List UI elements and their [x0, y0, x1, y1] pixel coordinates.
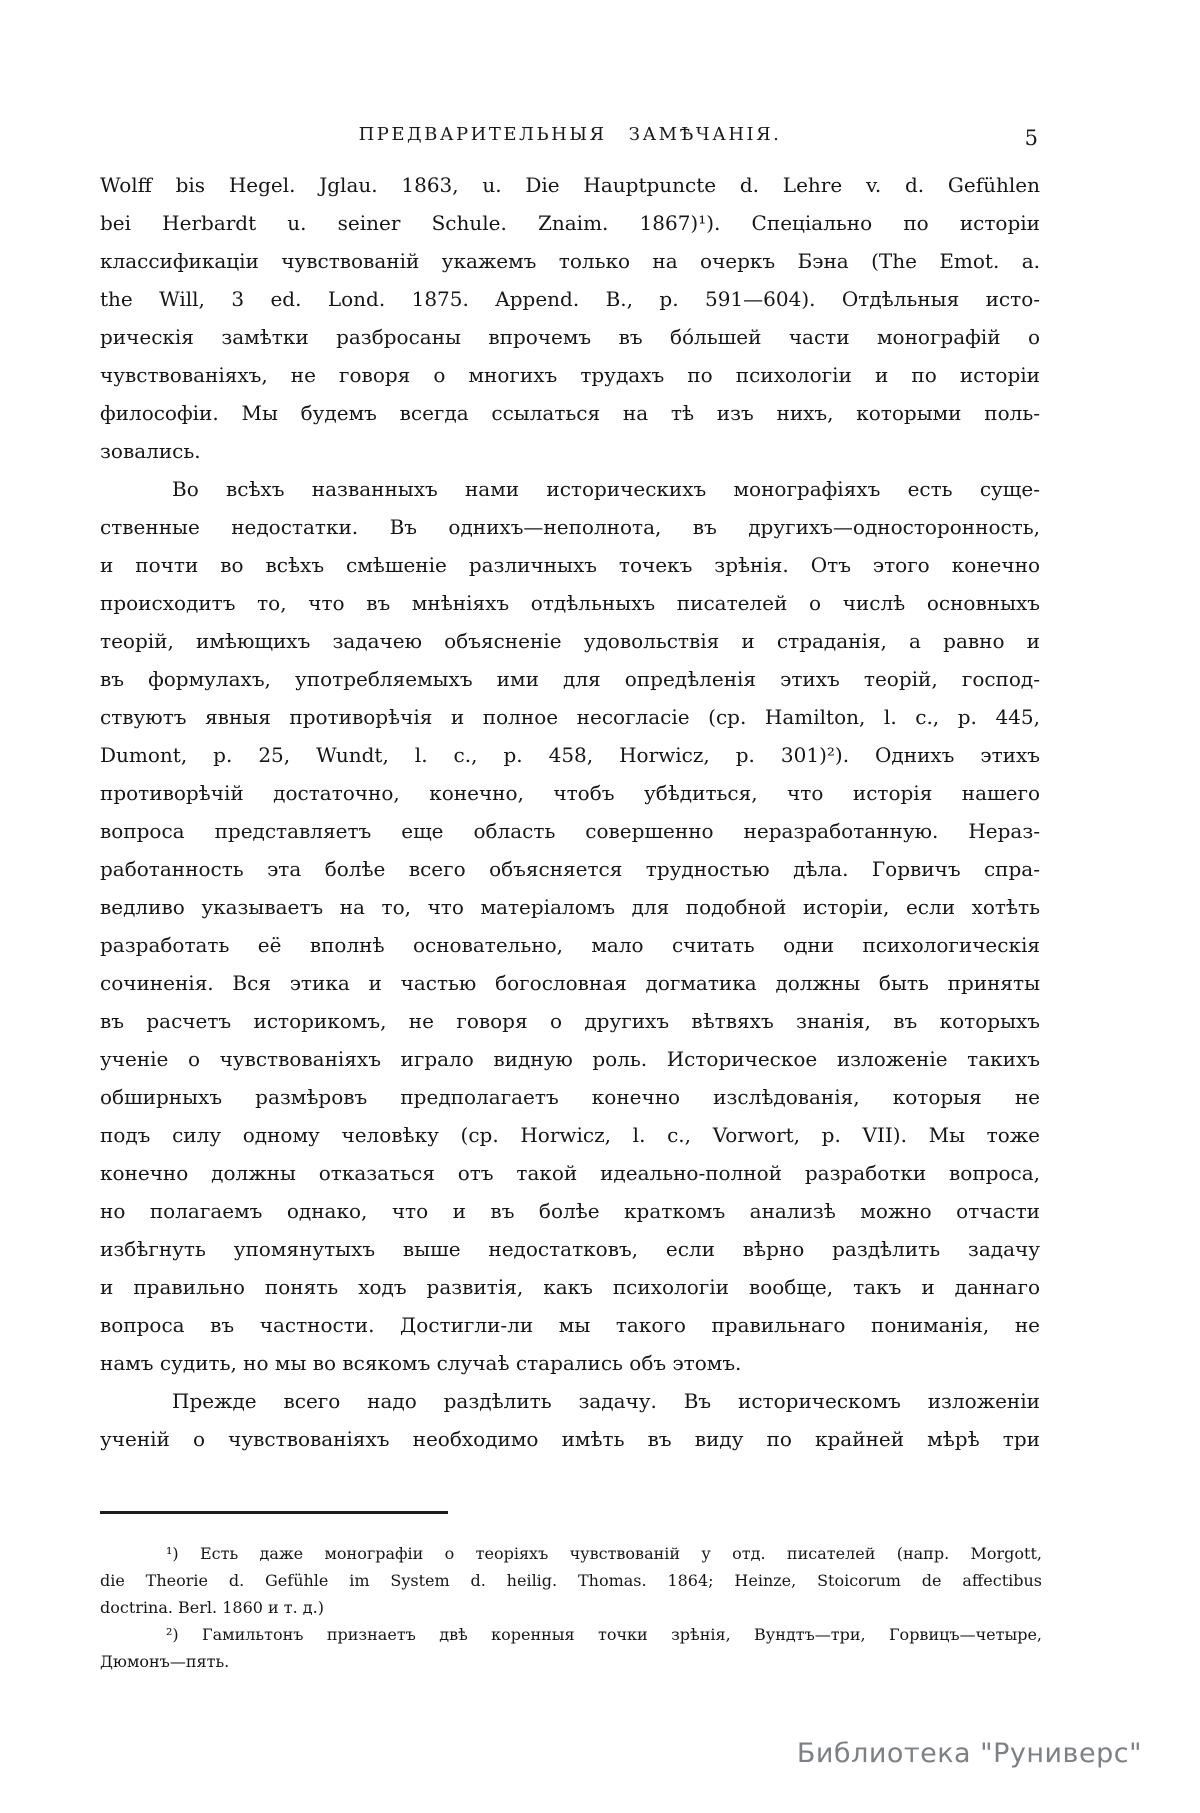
- text-line: классификаціи чувствованій укажемъ только на очеркъ Бэна (The Emot. a.: [100, 249, 1040, 273]
- footnote-line: ¹) Есть даже монографіи о теоріяхъ чувствованій у отд. писателей (напр. Morgott,: [166, 1544, 1042, 1563]
- text-line: и правильно понять ходъ развитія, какъ психологіи вообще, такъ и даннаго: [100, 1275, 1040, 1299]
- text-line: вопроса представляетъ еще область совершенно неразработанную. Нераз-: [100, 819, 1040, 843]
- text-line: чувствованіяхъ, не говоря о многихъ трудахъ по психологіи и по исторіи: [100, 363, 1040, 387]
- page-number: 5: [1024, 126, 1038, 150]
- text-line: теорій, имѣющихъ задачею объясненіе удовольствія и страданія, а равно и: [100, 629, 1040, 653]
- text-line: ствуютъ явныя противорѣчія и полное несогласіе (ср. Hamilton, l. c., p. 445,: [100, 705, 1040, 729]
- text-line: происходитъ то, что въ мнѣніяхъ отдѣльныхъ писателей о числѣ основныхъ: [100, 591, 1040, 615]
- page-body: [100, 166, 1040, 1458]
- footnotes: [100, 1540, 1042, 1675]
- page-header: [100, 124, 1040, 160]
- paragraph: [100, 1382, 1040, 1458]
- text-line: ученій о чувствованіяхъ необходимо имѣть въ виду по крайней мѣрѣ три: [100, 1427, 1040, 1451]
- text-line: но полагаемъ однако, что и въ болѣе краткомъ анализѣ можно отчасти: [100, 1199, 1040, 1223]
- text-line: Dumont, p. 25, Wundt, l. c., p. 458, Horwicz, p. 301)²). Однихъ этихъ: [100, 743, 1040, 767]
- footnote-line: ²) Гамильтонъ признаетъ двѣ коренныя точки зрѣнія, Вундтъ—три, Горвицъ—четыре,: [166, 1625, 1042, 1644]
- footnote: [100, 1540, 1042, 1621]
- text-line: намъ судить, но мы во всякомъ случаѣ старались объ этомъ.: [100, 1351, 742, 1375]
- text-line: рическія замѣтки разбросаны впрочемъ въ бо́льшей части монографій о: [100, 325, 1040, 349]
- text-line: въ формулахъ, употребляемыхъ ими для опредѣленія этихъ теорій, господ-: [100, 667, 1040, 691]
- text-line: избѣгнуть упомянутыхъ выше недостатковъ, если вѣрно раздѣлить задачу: [100, 1237, 1040, 1261]
- text-line: вопроса въ частности. Достигли-ли мы такого правильнаго пониманія, не: [100, 1313, 1040, 1337]
- text-line: философіи. Мы будемъ всегда ссылаться на тѣ изъ нихъ, которыми поль-: [100, 401, 1040, 425]
- text-line: подъ силу одному человѣку (ср. Horwicz, l. c., Vorwort, p. VII). Мы тоже: [100, 1123, 1040, 1147]
- text-line: Wolff bis Hegel. Jglau. 1863, u. Die Hauptpuncte d. Lehre v. d. Gefühlen: [100, 173, 1040, 197]
- text-line: и почти во всѣхъ смѣшеніе различныхъ точекъ зрѣнія. Отъ этого конечно: [100, 553, 1040, 577]
- text-line: обширныхъ размѣровъ предполагаетъ конечно изслѣдованія, которыя не: [100, 1085, 1040, 1109]
- text-line: ведливо указываетъ на то, что матеріаломъ для подобной исторіи, если хотѣть: [100, 895, 1040, 919]
- text-line: работанность эта болѣе всего объясняется трудностью дѣла. Горвичъ спра-: [100, 857, 1040, 881]
- text-line: зовались.: [100, 439, 201, 463]
- text-line: bei Herbardt u. seiner Schule. Znaim. 1867)¹). Спеціально по исторіи: [100, 211, 1040, 235]
- footnote-separator: [100, 1511, 448, 1514]
- text-line: Прежде всего надо раздѣлить задачу. Въ историческомъ изложеніи: [172, 1389, 1040, 1413]
- text-line: ученіе о чувствованіяхъ играло видную роль. Историческое изложеніе такихъ: [100, 1047, 1040, 1071]
- paragraph: [100, 470, 1040, 1382]
- watermark: Библиотека "Руниверс": [796, 1738, 1142, 1769]
- text-line: конечно должны отказаться отъ такой идеально-полной разработки вопроса,: [100, 1161, 1040, 1185]
- paragraph: [100, 166, 1040, 470]
- footnote-line: Дюмонъ—пять.: [100, 1652, 230, 1671]
- text-line: противорѣчій достаточно, конечно, чтобъ убѣдиться, что исторія нашего: [100, 781, 1040, 805]
- text-line: сочиненія. Вся этика и частью богословная догматика должны быть приняты: [100, 971, 1040, 995]
- text-line: разработать её вполнѣ основательно, мало считать одни психологическія: [100, 933, 1040, 957]
- text-line: Во всѣхъ названныхъ нами историческихъ монографіяхъ есть суще-: [172, 477, 1040, 501]
- text-line: ственные недостатки. Въ однихъ—неполнота, въ другихъ—односторонность,: [100, 515, 1040, 539]
- footnote-line: die Theorie d. Gefühle im System d. heilig. Thomas. 1864; Heinze, Stoicorum de affectibus: [100, 1571, 1042, 1590]
- text-line: въ расчетъ историкомъ, не говоря о другихъ вѣтвяхъ знанія, въ которыхъ: [100, 1009, 1040, 1033]
- footnote: [100, 1621, 1042, 1675]
- running-title: ПРЕДВАРИТЕЛЬНЫЯ ЗАМѢЧАНІЯ.: [358, 124, 782, 145]
- text-line: the Will, 3 ed. Lond. 1875. Append. B., p. 591—604). Отдѣльныя исто-: [100, 287, 1040, 311]
- footnote-line: doctrina. Berl. 1860 и т. д.): [100, 1598, 324, 1617]
